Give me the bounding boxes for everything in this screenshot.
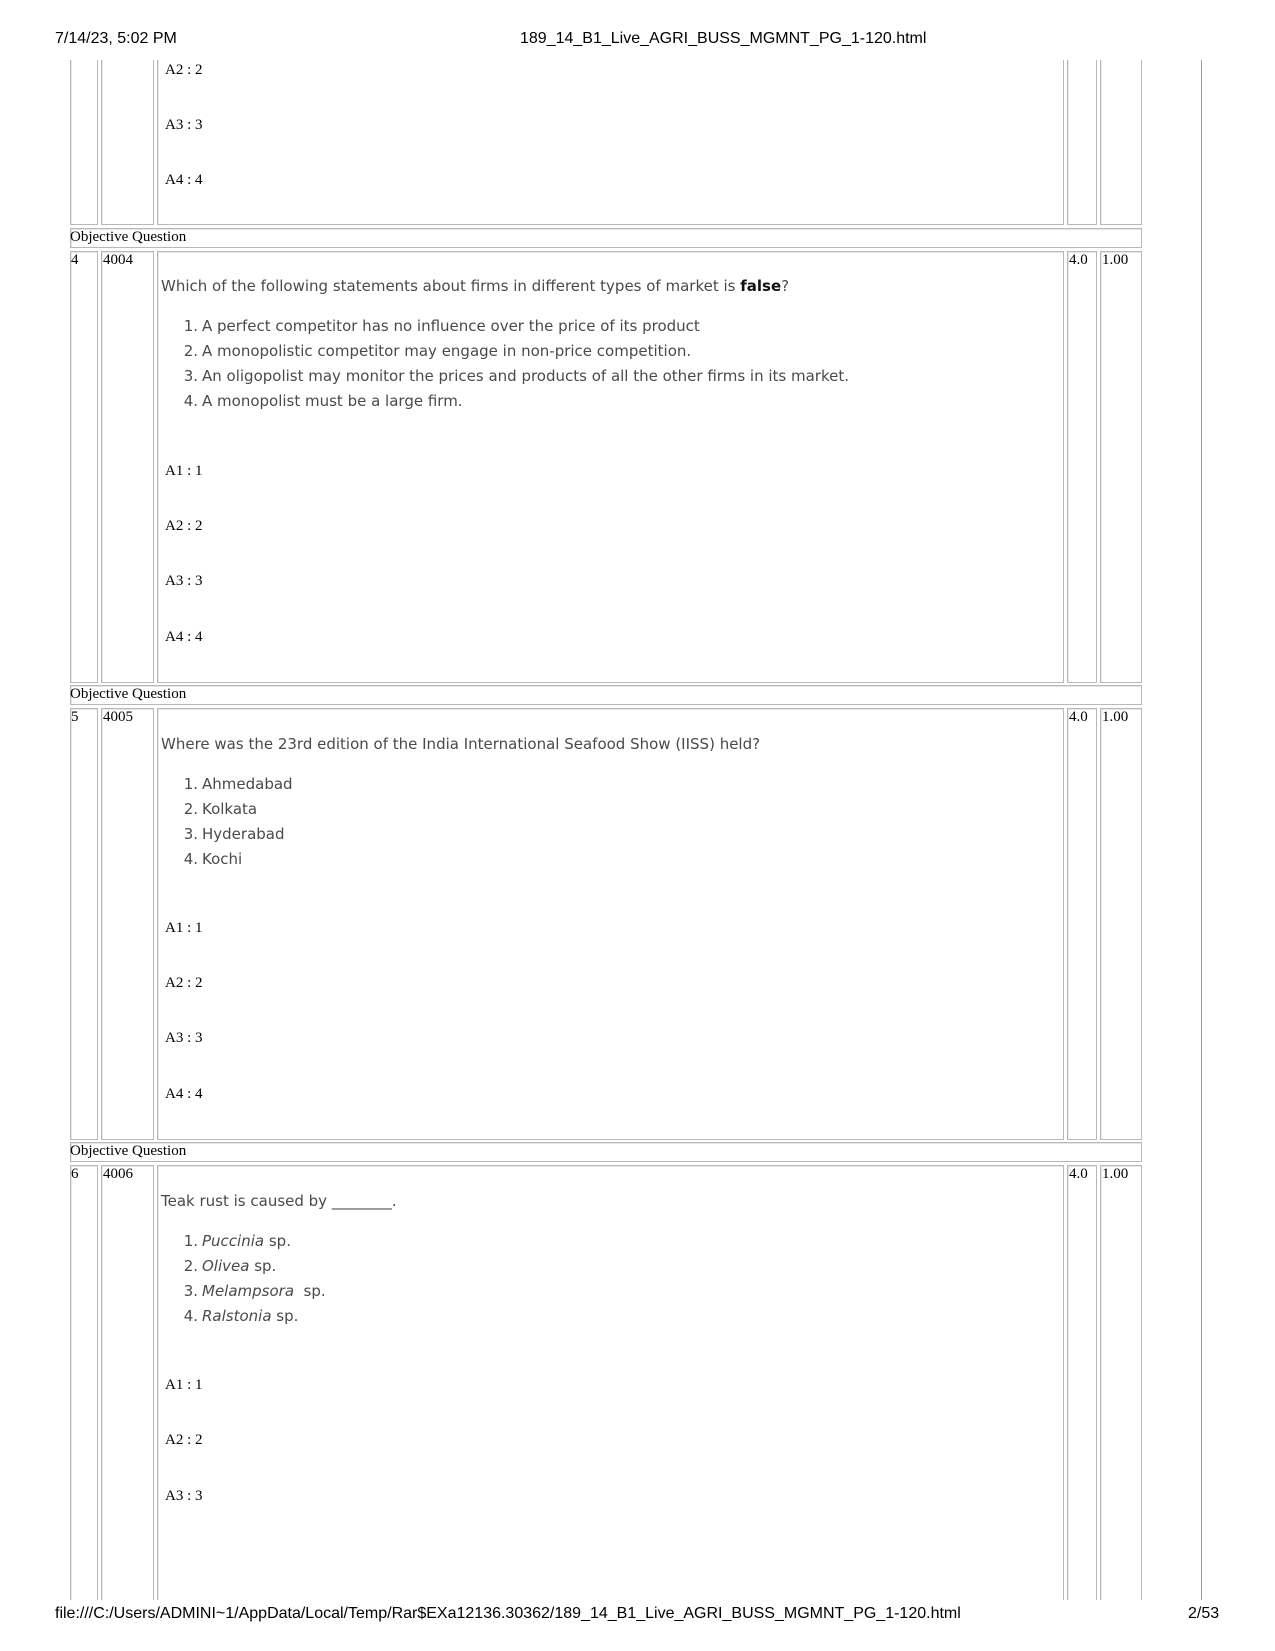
q4-negative-cell [1100,251,1142,683]
q5-marks: 4.0 [1069,709,1088,725]
q6-answer-a2: A2 : 2 [165,1432,203,1448]
prev-question-cell [157,60,1064,225]
section-label-row [70,685,1142,705]
q6-stem: Teak rust is caused by ________. [161,1192,397,1210]
q4-option-1: 1. A perfect competitor has no influence over the price of its product [183,317,700,335]
q4-answer-a4: A4 : 4 [165,629,203,645]
q4-qid-cell [101,251,154,683]
q5-answer-a1: A1 : 1 [165,920,203,936]
q6-negative: 1.00 [1102,1166,1129,1182]
q6-options [178,1229,326,1329]
q5-qid-cell [101,708,154,1140]
q5-stem: Where was the 23rd edition of the India International Seafood Show (IISS) held? [161,735,761,753]
q4-sno-cell [70,251,98,683]
q5-sno-cell [70,708,98,1140]
prev-qid-cell [101,60,154,225]
q6-option-1: 1. Puccinia sp. [183,1232,291,1250]
print-file-path: file:///C:/Users/ADMINI~1/AppData/Local/Temp/Rar$EXa12136.30362/189_14_B1_Live_AGRI_BUSS_MGMNT_PG_1-120.html [55,1605,961,1622]
q4-option-2: 2. A monopolistic competitor may engage in non-price competition. [183,342,692,360]
print-doc-title: 189_14_B1_Live_AGRI_BUSS_MGMNT_PG_1-120.html [520,30,927,47]
q5-answer-a2: A2 : 2 [165,975,203,991]
q6-marks: 4.0 [1069,1166,1088,1182]
q4-stem [161,277,789,295]
section-label-row [70,228,1142,248]
q5-option-1: 1. Ahmedabad [183,775,293,793]
q4-stem-text: Which of the following statements about firms in different types of market is [161,277,741,295]
prev-marks-cell [1067,60,1097,225]
q6-marks-cell [1067,1165,1097,1600]
q5-option-4: 4. Kochi [183,850,243,868]
section-label: Objective Question [70,1143,187,1159]
q5-negative: 1.00 [1102,709,1129,725]
q4-marks-cell [1067,251,1097,683]
q6-answer-a3: A3 : 3 [165,1488,203,1504]
prev-sno-cell [70,60,98,225]
print-datetime: 7/14/23, 5:02 PM [55,30,177,47]
q5-answer-a4: A4 : 4 [165,1086,203,1102]
prev-negative-cell [1100,60,1142,225]
q6-answer-a1: A1 : 1 [165,1377,203,1393]
q5-qid: 4005 [103,709,133,725]
question-table [70,60,1202,1600]
q4-option-4: 4. A monopolist must be a large firm. [183,392,463,410]
q4-answer-a1: A1 : 1 [165,463,203,479]
q5-answer-a3: A3 : 3 [165,1030,203,1046]
section-label-row [70,1142,1142,1162]
q5-marks-cell [1067,708,1097,1140]
q5-options [178,772,293,872]
q6-option-3: 3. Melampsora sp. [183,1282,326,1300]
q6-sno: 6 [71,1166,79,1182]
q5-negative-cell [1100,708,1142,1140]
q6-qid-cell [101,1165,154,1600]
q5-option-3: 3. Hyderabad [183,825,285,843]
q6-option-2: 2. Olivea sp. [183,1257,277,1275]
q4-marks: 4.0 [1069,252,1088,268]
print-page-number: 2/53 [1188,1605,1220,1622]
q4-sno: 4 [71,252,79,268]
prev-answer-a3: A3 : 3 [165,117,203,133]
q4-answer-a2: A2 : 2 [165,518,203,534]
q6-negative-cell [1100,1165,1142,1600]
q5-sno: 5 [71,709,79,725]
q4-stem-bold: false [740,277,782,295]
q4-stem-end: ? [781,277,790,295]
q4-option-3: 3. An oligopolist may monitor the prices and products of all the other firms in its market. [183,367,849,385]
q5-question-cell [157,708,1064,1140]
section-label: Objective Question [70,229,187,245]
q4-negative: 1.00 [1102,252,1129,268]
prev-answer-a4: A4 : 4 [165,172,203,188]
q6-option-4: 4. Ralstonia sp. [183,1307,299,1325]
section-label: Objective Question [70,686,187,702]
q6-sno-cell [70,1165,98,1600]
q4-answer-a3: A3 : 3 [165,573,203,589]
q5-option-2: 2. Kolkata [183,800,258,818]
prev-answer-a2: A2 : 2 [165,62,203,78]
q6-qid: 4006 [103,1166,133,1182]
q4-qid: 4004 [103,252,133,268]
q4-options [178,314,849,414]
